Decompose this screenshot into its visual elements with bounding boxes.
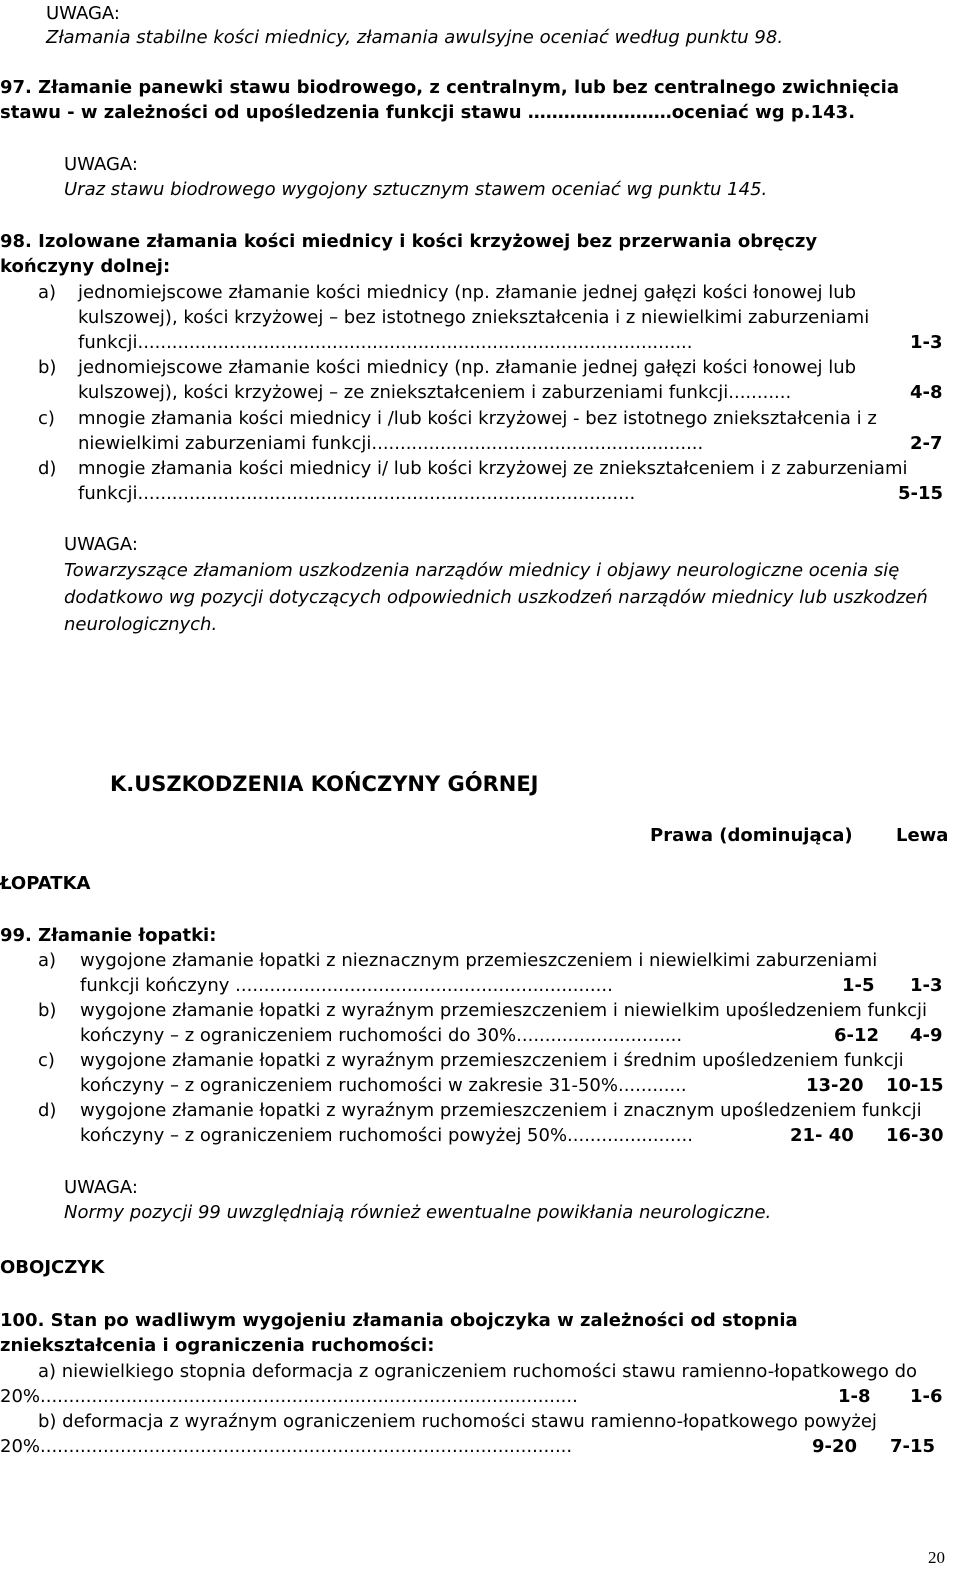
item-98-c-value: 2-7: [910, 433, 943, 454]
item-100-b-line1: b) deformacja z wyraźnym ograniczeniem ruchomości stawu ramienno-łopatkowego powyżej: [38, 1411, 877, 1432]
item-98-d-label: d): [38, 458, 57, 479]
note-label: UWAGA:: [46, 3, 120, 24]
item-100-b-left: 7-15: [890, 1436, 936, 1457]
item-98-d-line1: mnogie złamania kości miednicy i/ lub kości krzyżowej ze zniekształceniem i z zaburzeniami: [78, 458, 908, 479]
item-98-d-line2: funkcji.......................................................................................: [78, 483, 636, 504]
item-100-a-right: 1-8: [838, 1386, 871, 1407]
item-98-c-line2: niewielkimi zaburzeniami funkcji..........................................................: [78, 433, 704, 454]
item-99-b-left: 4-9: [910, 1025, 943, 1046]
item-98-a-line1: jednomiejscowe złamanie kości miednicy (np. złamanie jednej gałęzi kości łonowej lub: [78, 282, 857, 303]
item-98-b-line1: jednomiejscowe złamanie kości miednicy (np. złamanie jednej gałęzi kości łonowej lub: [78, 357, 857, 378]
item-100-a-left: 1-6: [910, 1386, 943, 1407]
item-99-title: 99. Złamanie łopatki:: [0, 925, 217, 946]
item-99-a-line1: wygojone złamanie łopatki z nieznacznym przemieszczeniem i niewielkimi zaburzeniami: [80, 950, 878, 971]
item-100-title-line1: 100. Stan po wadliwym wygojeniu złamania obojczyka w zależności od stopnia: [0, 1310, 798, 1331]
item-97-title-line2: stawu - w zależności od upośledzenia funkcji stawu ……………………oceniać wg p.143.: [0, 102, 856, 123]
item-97-note-text: Uraz stawu biodrowego wygojony sztucznym stawem oceniać wg punktu 145.: [64, 179, 768, 200]
item-99-c-right: 13-20: [806, 1075, 864, 1096]
page-number: 20: [928, 1548, 945, 1567]
item-99-note-label: UWAGA:: [64, 1177, 138, 1198]
item-98-c-line1: mnogie złamania kości miednicy i /lub kości krzyżowej - bez istotnego zniekształcenia i z: [78, 408, 877, 429]
item-99-c-label: c): [38, 1050, 55, 1071]
item-100-b-line2: 20%.............................................................................................: [0, 1436, 573, 1457]
item-98-a-line2: kulszowej), kości krzyżowej – bez istotnego zniekształcenia i z niewielkimi zaburzeniami: [78, 307, 870, 328]
item-99-d-left: 16-30: [886, 1125, 944, 1146]
subsection-obojczyk: OBOJCZYK: [0, 1257, 105, 1278]
item-99-b-line2: kończyny – z ograniczeniem ruchomości do 30%.............................: [80, 1025, 683, 1046]
item-99-c-line2: kończyny – z ograniczeniem ruchomości w zakresie 31-50%............: [80, 1075, 687, 1096]
item-99-b-line1: wygojone złamanie łopatki z wyraźnym przemieszczeniem i niewielkim upośledzeniem funkcji: [80, 1000, 928, 1021]
column-header-right: Prawa (dominująca): [650, 825, 853, 846]
item-98-d-value: 5-15: [898, 483, 944, 504]
item-98-note-line3: neurologicznych.: [64, 614, 218, 635]
item-100-a-line2: 20%..............................................................................................: [0, 1386, 578, 1407]
item-98-b-value: 4-8: [910, 382, 943, 403]
item-98-title-line2: kończyny dolnej:: [0, 256, 171, 277]
item-97-title-line1: 97. Złamanie panewki stawu biodrowego, z centralnym, lub bez centralnego zwichnięcia: [0, 77, 899, 98]
item-99-a-label: a): [38, 950, 57, 971]
item-99-a-left: 1-3: [910, 975, 943, 996]
item-98-note-line1: Towarzyszące złamaniom uszkodzenia narządów miednicy i objawy neurologiczne ocenia się: [64, 560, 900, 581]
item-100-b-right: 9-20: [812, 1436, 858, 1457]
item-98-c-label: c): [38, 408, 55, 429]
item-99-d-line1: wygojone złamanie łopatki z wyraźnym przemieszczeniem i znacznym upośledzeniem funkcji: [80, 1100, 922, 1121]
item-98-b-label: b): [38, 357, 57, 378]
item-99-a-right: 1-5: [842, 975, 875, 996]
item-100-title-line2: zniekształcenia i ograniczenia ruchomości:: [0, 1335, 435, 1356]
item-98-note-line2: dodatkowo wg pozycji dotyczących odpowiednich uszkodzeń narządów miednicy lub uszkodzeń: [64, 587, 928, 608]
item-98-a-line3: funkcji.................................................................................................: [78, 332, 693, 353]
item-99-d-line2: kończyny – z ograniczeniem ruchomości powyżej 50%......................: [80, 1125, 693, 1146]
item-98-note-label: UWAGA:: [64, 534, 138, 555]
item-99-d-label: d): [38, 1100, 57, 1121]
item-98-b-line2: kulszowej), kości krzyżowej – ze zniekształceniem i zaburzeniami funkcji...........: [78, 382, 792, 403]
item-99-b-label: b): [38, 1000, 57, 1021]
item-99-c-left: 10-15: [886, 1075, 944, 1096]
item-99-c-line1: wygojone złamanie łopatki z wyraźnym przemieszczeniem i średnim upośledzeniem funkcji: [80, 1050, 904, 1071]
column-header-left: Lewa: [896, 825, 949, 846]
item-97-note-label: UWAGA:: [64, 154, 138, 175]
item-99-d-right: 21- 40: [790, 1125, 854, 1146]
section-title: K.USZKODZENIA KOŃCZYNY GÓRNEJ: [110, 772, 539, 796]
item-98-a-label: a): [38, 282, 57, 303]
subsection-lopatka: ŁOPATKA: [0, 873, 91, 894]
item-100-a-line1: a) niewielkiego stopnia deformacja z ograniczeniem ruchomości stawu ramienno-łopatkowego do: [38, 1361, 918, 1382]
item-98-title-line1: 98. Izolowane złamania kości miednicy i kości krzyżowej bez przerwania obręczy: [0, 231, 818, 252]
item-99-a-line2: funkcji kończyny ..................................................................: [80, 975, 613, 996]
note-text: Złamania stabilne kości miednicy, złamania awulsyjne oceniać według punktu 98.: [46, 27, 784, 48]
item-99-b-right: 6-12: [834, 1025, 880, 1046]
item-98-a-value: 1-3: [910, 332, 943, 353]
item-99-note-text: Normy pozycji 99 uwzględniają również ewentualne powikłania neurologiczne.: [64, 1202, 772, 1223]
